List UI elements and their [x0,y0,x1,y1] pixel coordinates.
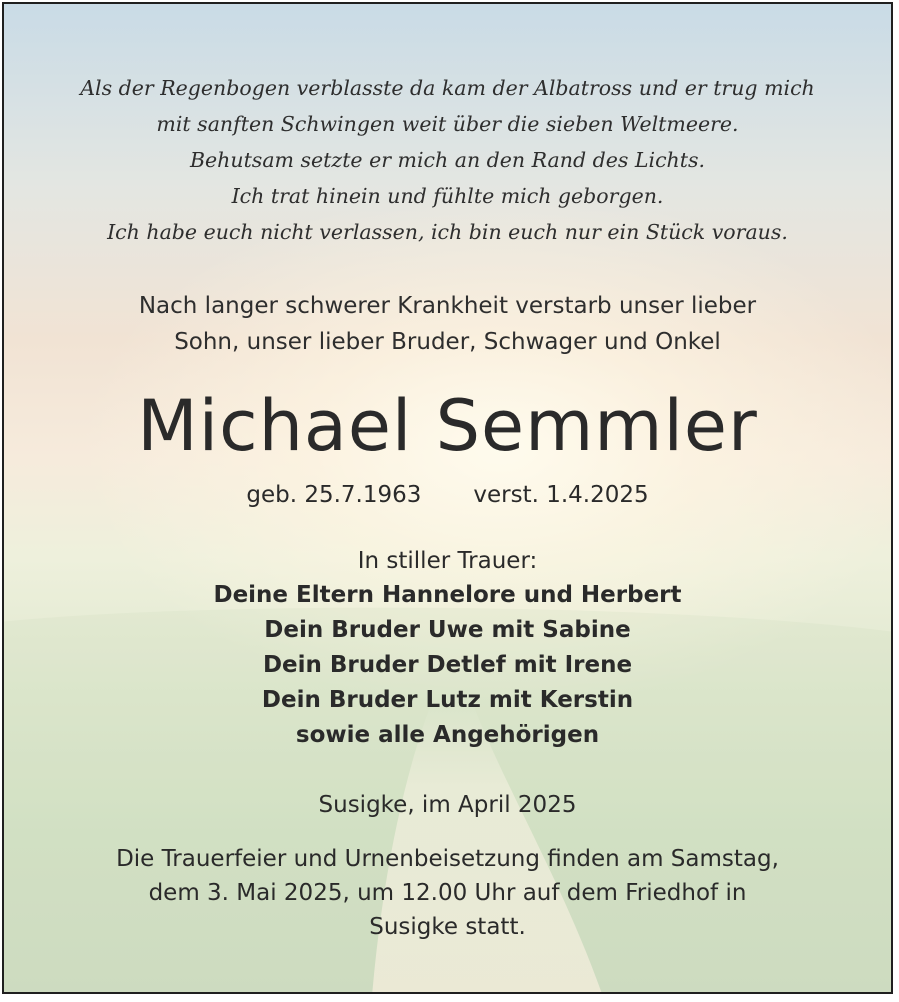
mourner-entry: Dein Bruder Detlef mit Irene [262,652,633,678]
death-announcement [4,288,891,360]
deceased-name: Michael Semmler [137,385,758,467]
place-and-date: Susigke, im April 2025 [318,792,577,818]
mourner-entry: sowie alle Angehörigen [295,722,600,748]
poem-line: Als der Regenbogen verblasste da kam der Albatross und er trug mich [80,76,815,100]
poem-line: Behutsam setzte er mich an den Rand des Lichts. [189,148,706,172]
poem [4,70,891,250]
funeral-line: dem 3. Mai 2025, um 12.00 Uhr auf dem Friedhof in [148,880,747,906]
mourners-list [4,578,891,753]
life-dates [4,478,891,512]
announcement-line: Nach langer schwerer Krankheit verstarb unser lieber [138,293,757,319]
announcement-line: Sohn, unser lieber Bruder, Schwager und Onkel [174,329,721,355]
birth-date: geb. 25.7.1963 [246,482,422,508]
mourners-heading: In stiller Trauer: [357,548,538,574]
obituary-notice [2,2,893,994]
funeral-details [4,842,891,944]
mourner-entry: Deine Eltern Hannelore und Herbert [213,582,682,608]
poem-line: Ich habe euch nicht verlassen, ich bin euch nur ein Stück voraus. [107,220,788,244]
poem-line: Ich trat hinein und fühlte mich geborgen. [231,184,664,208]
mourner-entry: Dein Bruder Lutz mit Kerstin [261,687,634,713]
mourner-entry: Dein Bruder Uwe mit Sabine [264,617,631,643]
funeral-line: Susigke statt. [369,914,526,940]
death-date: verst. 1.4.2025 [473,482,649,508]
poem-line: mit sanften Schwingen weit über die sieben Weltmeere. [156,112,739,136]
funeral-line: Die Trauerfeier und Urnenbeisetzung finden am Samstag, [116,846,779,872]
